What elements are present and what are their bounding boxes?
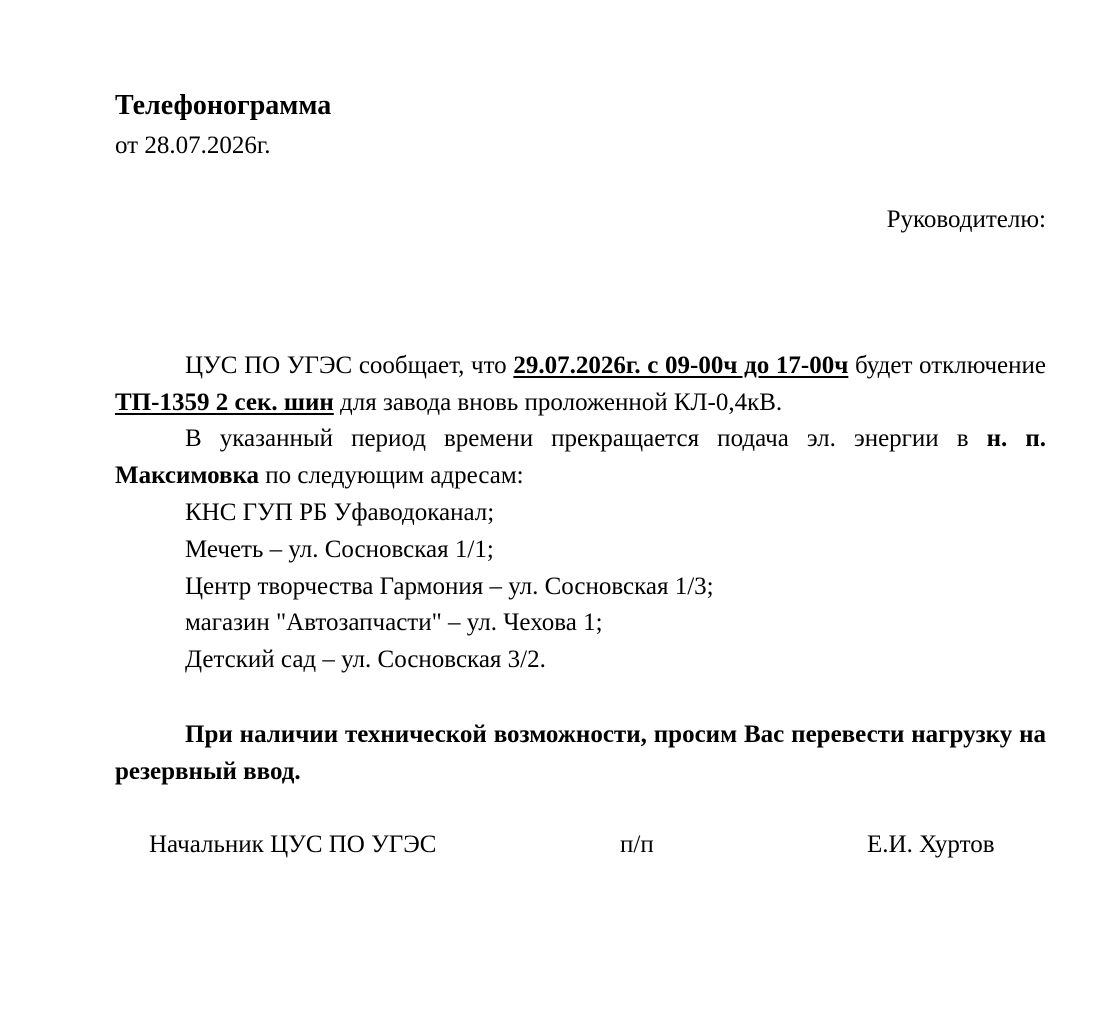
- address-item: Детский сад – ул. Сосновская 3/2.: [185, 646, 546, 674]
- signature-role: Начальник ЦУС ПО УГЭС: [149, 831, 437, 858]
- address-item: КНС ГУП РБ Уфаводоканал;: [185, 499, 495, 526]
- signature-mark: п/п: [620, 831, 654, 858]
- address-item: Центр творчества Гармония – ул. Сосновская 1/3;: [185, 572, 714, 600]
- p1-intro: ЦУС ПО УГЭС сообщает, что: [185, 352, 514, 379]
- document-date: от 28.07.2026г.: [115, 132, 271, 159]
- request-text: При наличии технической возможности, просим Вас перевести нагрузку на резервный ввод.: [115, 721, 1046, 785]
- addressee-line: Руководителю:: [886, 206, 1046, 233]
- address-item: магазин "Автозапчасти" – ул. Чехова 1;: [185, 609, 603, 637]
- p2-intro: В указанный период времени прекращается подача эл. энергии в: [185, 425, 987, 452]
- outage-object: ТП-1359 2 сек. шин: [115, 388, 334, 416]
- p2-end: по следующим адресам:: [258, 461, 524, 489]
- address-list: [185, 495, 714, 679]
- address-item: Мечеть – ул. Сосновская 1/1;: [185, 535, 494, 563]
- outage-datetime: 29.07.2026г. с 09-00ч до 17-00ч: [513, 352, 849, 379]
- paragraph-affected-area: [115, 421, 1046, 494]
- signature-name: Е.И. Хуртов: [867, 831, 995, 858]
- request-paragraph: [115, 716, 1046, 790]
- paragraph-outage-notice: [115, 348, 1046, 421]
- document-title: Телефонограмма: [115, 90, 332, 121]
- p1-mid: будет отключение: [848, 352, 1047, 379]
- affected-place: н. п. Максимовка: [115, 425, 1046, 489]
- p1-end: для завода вновь проложенной КЛ-0,4кВ.: [333, 388, 783, 416]
